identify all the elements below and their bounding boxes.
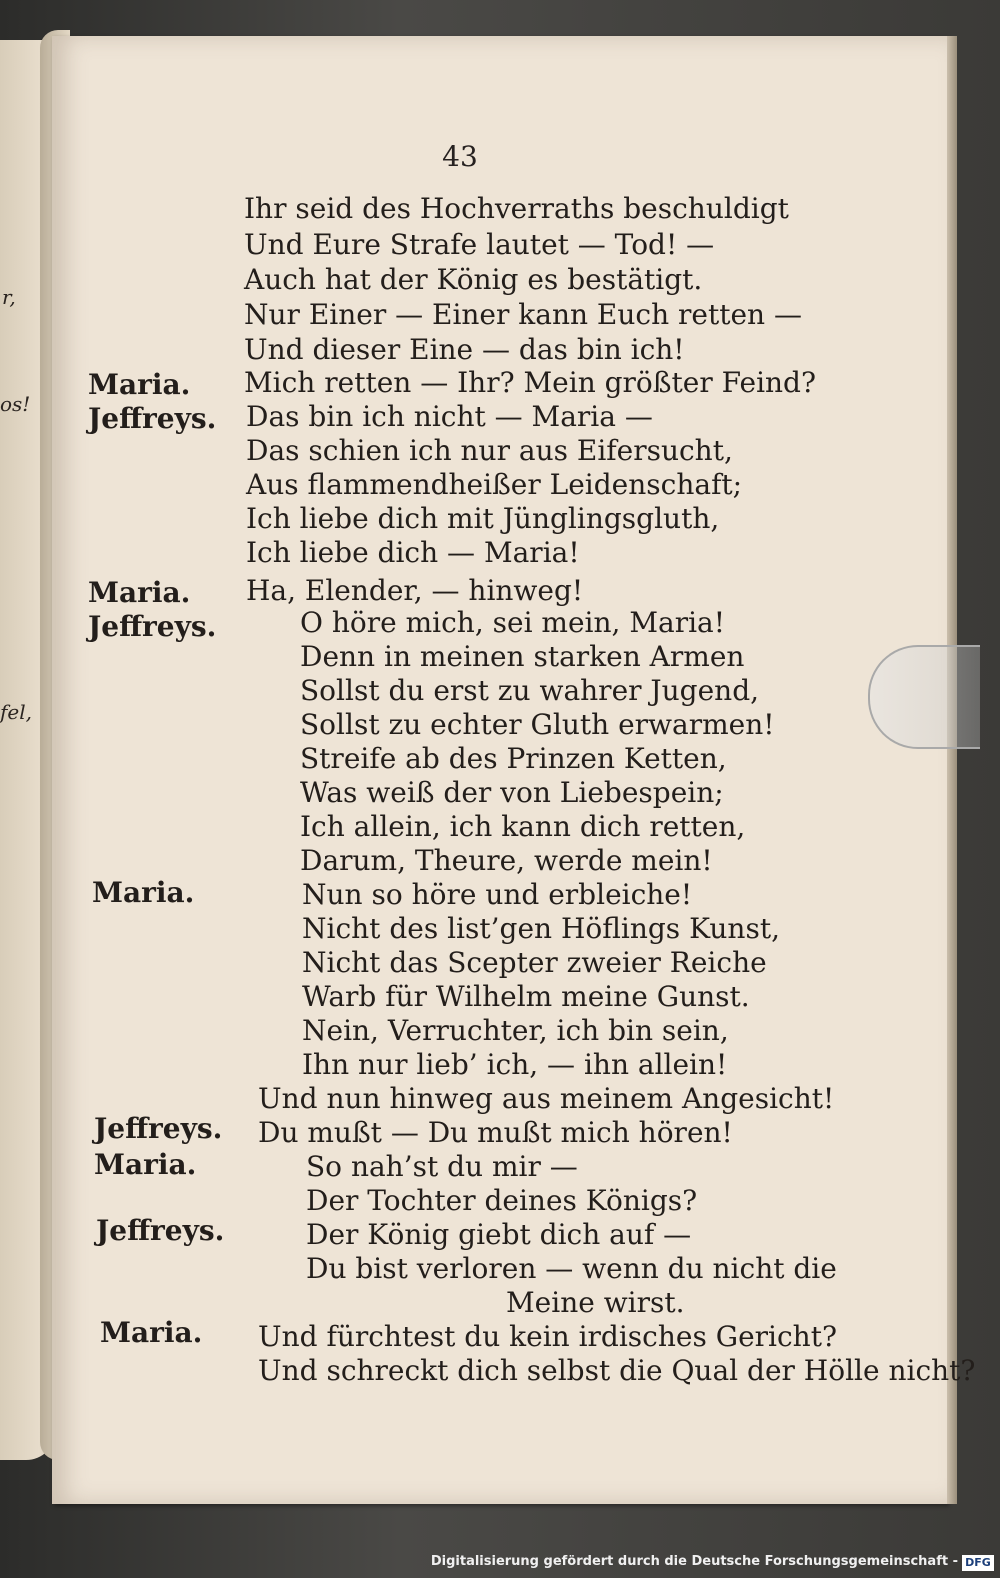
verse-line: Und nun hinweg aus meinem Angesicht! — [258, 1082, 835, 1115]
speaker-label: Maria. — [94, 1148, 197, 1181]
verse-line: Nicht das Scepter zweier Reiche — [302, 946, 767, 979]
verse-line: Nur Einer — Einer kann Euch retten — — [244, 298, 802, 331]
verse-line: Der König giebt dich auf — — [306, 1218, 692, 1251]
left-page-fragment: os! — [0, 392, 31, 416]
speaker-label: Maria. — [92, 876, 195, 909]
verse-line: Und schreckt dich selbst die Qual der Hölle nicht? — [258, 1354, 976, 1387]
verse-line: Warb für Wilhelm meine Gunst. — [302, 980, 750, 1013]
verse-line: Ihn nur lieb’ ich, — ihn allein! — [302, 1048, 728, 1081]
verse-line: Ich liebe dich — Maria! — [246, 536, 580, 569]
speaker-label: Maria. — [88, 368, 191, 401]
speaker-label: Jeffreys. — [88, 610, 217, 643]
speaker-label: Jeffreys. — [88, 402, 217, 435]
verse-line: Mich retten — Ihr? Mein größter Feind? — [244, 366, 816, 399]
plastic-clip — [868, 645, 980, 749]
verse-line: Aus flammendheißer Leidenschaft; — [246, 468, 743, 501]
verse-line: Meine wirst. — [506, 1286, 685, 1319]
verse-line: Das schien ich nur aus Eifersucht, — [246, 434, 733, 467]
verse-line: Nicht des list’gen Höflings Kunst, — [302, 912, 780, 945]
verse-line: Nun so höre und erbleiche! — [302, 878, 693, 911]
verse-line: Darum, Theure, werde mein! — [300, 844, 713, 877]
dfg-logo: DFG — [962, 1555, 994, 1571]
verse-line: Und fürchtest du kein irdisches Gericht? — [258, 1320, 837, 1353]
verse-line: Und Eure Strafe lautet — Tod! — — [244, 228, 715, 261]
verse-line: Und dieser Eine — das bin ich! — [244, 333, 685, 366]
left-page-fragment: r, — [2, 285, 16, 309]
verse-line: Ich liebe dich mit Jünglingsgluth, — [246, 502, 720, 535]
verse-line: Auch hat der König es bestätigt. — [244, 263, 703, 296]
verse-line: Denn in meinen starken Armen — [300, 640, 745, 673]
verse-line: Du mußt — Du mußt mich hören! — [258, 1116, 733, 1149]
speaker-label: Jeffreys. — [96, 1214, 225, 1247]
speaker-label: Maria. — [100, 1316, 203, 1349]
speaker-label: Maria. — [88, 576, 191, 609]
verse-line: Das bin ich nicht — Maria — — [246, 400, 653, 433]
page-number: 43 — [442, 140, 478, 173]
verse-line: O höre mich, sei mein, Maria! — [300, 606, 725, 639]
page-right-edge — [947, 36, 957, 1504]
verse-line: Ich allein, ich kann dich retten, — [300, 810, 746, 843]
verse-line: Sollst zu echter Gluth erwarmen! — [300, 708, 775, 741]
verse-line: Du bist verloren — wenn du nicht die — [306, 1252, 837, 1285]
verse-line: Streife ab des Prinzen Ketten, — [300, 742, 727, 775]
funding-notice: Digitalisierung gefördert durch die Deutsche Forschungsgemeinschaft - — [430, 1554, 958, 1569]
left-page-fragment: fel, — [0, 700, 32, 724]
verse-line: Ihr seid des Hochverraths beschuldigt — [244, 192, 789, 225]
verse-line: Ha, Elender, — hinweg! — [246, 574, 584, 607]
verse-line: Sollst du erst zu wahrer Jugend, — [300, 674, 760, 707]
speaker-label: Jeffreys. — [94, 1112, 223, 1145]
verse-line: So nah’st du mir — — [306, 1150, 578, 1183]
verse-line: Nein, Verruchter, ich bin sein, — [302, 1014, 729, 1047]
digitization-footer — [0, 1550, 1000, 1578]
verse-line: Der Tochter deines Königs? — [306, 1184, 698, 1217]
verse-line: Was weiß der von Liebespein; — [300, 776, 724, 809]
